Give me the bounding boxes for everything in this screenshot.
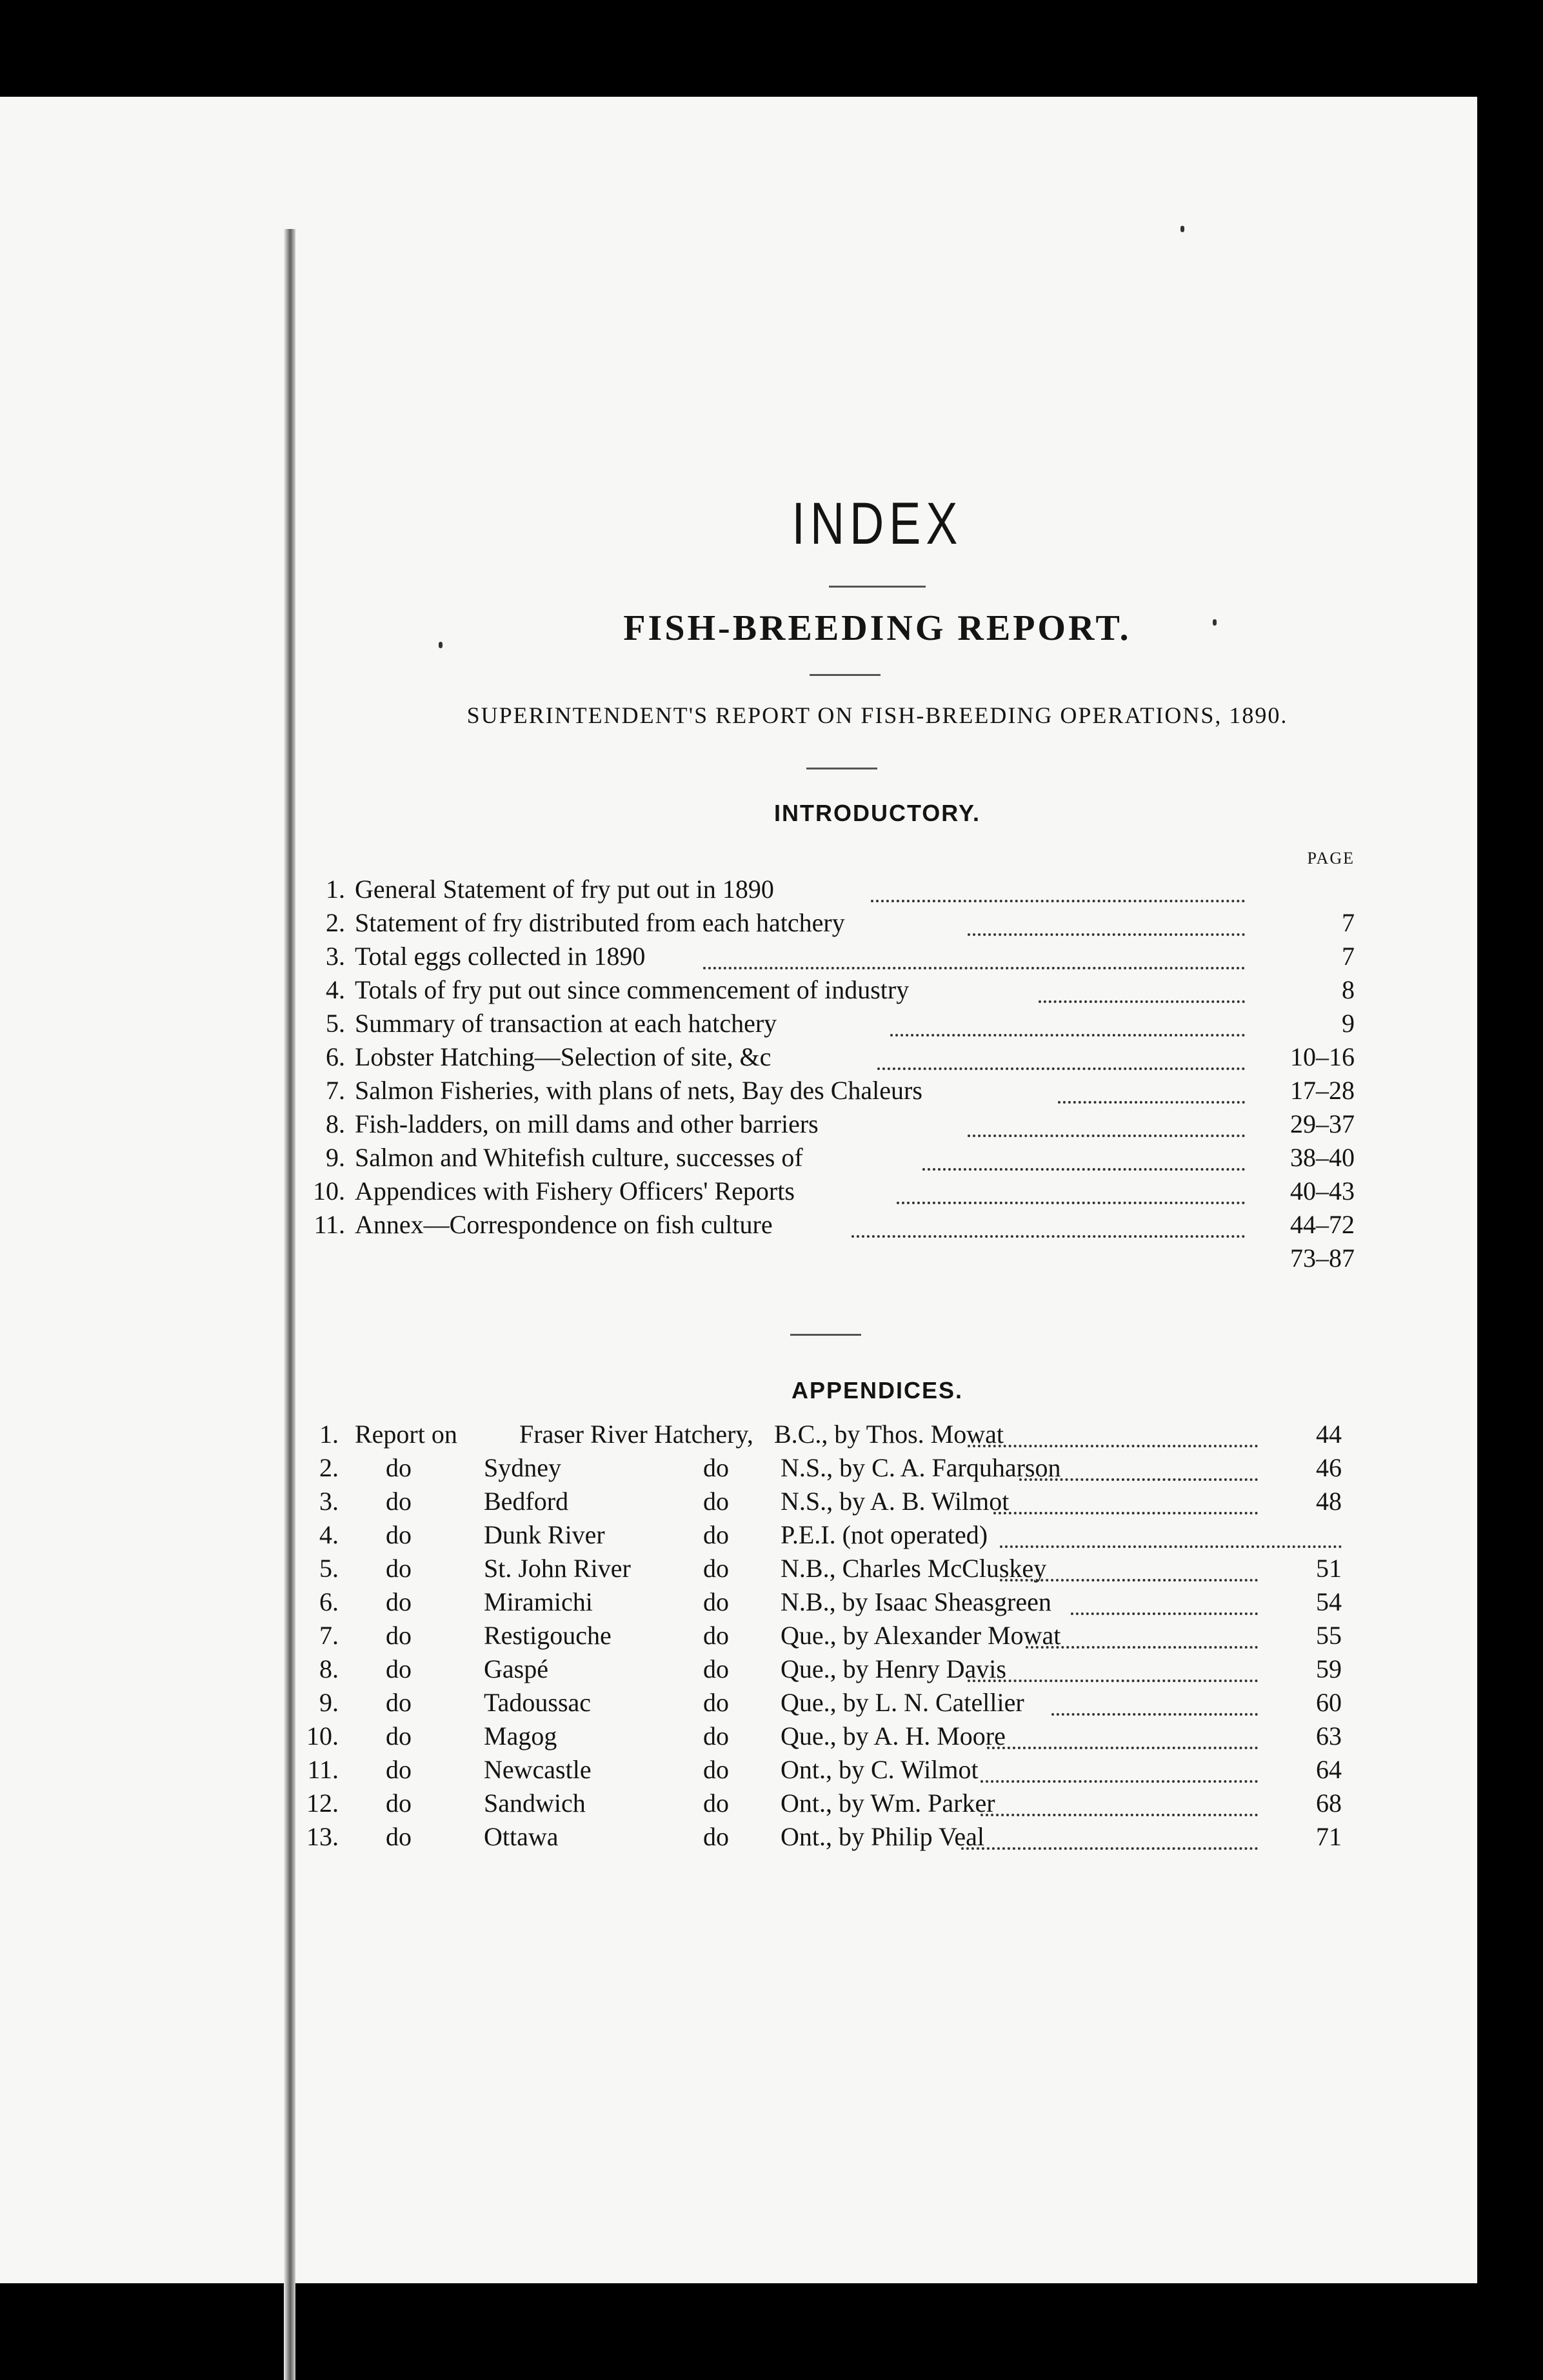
dot-leader xyxy=(890,1008,1245,1036)
entry-page: 17–28 xyxy=(1290,1076,1355,1105)
appendix-entry xyxy=(303,1620,1451,1654)
hatchery-name: Newcastle xyxy=(484,1755,592,1784)
divider xyxy=(790,1334,861,1336)
entry-page: 29–37 xyxy=(1290,1109,1355,1138)
province-officer: N.S., by C. A. Farquharson xyxy=(781,1453,1061,1482)
hatchery-ditto: do xyxy=(703,1654,729,1683)
entry-number: 9. xyxy=(326,1143,345,1172)
hatchery-ditto: do xyxy=(703,1621,729,1650)
entry-page: 7 xyxy=(1342,942,1355,971)
appendix-number: 9. xyxy=(319,1688,339,1717)
dot-leader xyxy=(1026,1620,1258,1649)
appendix-number: 6. xyxy=(319,1587,339,1616)
entry-number: 11. xyxy=(314,1210,345,1239)
entry-title: Summary of transaction at each hatchery xyxy=(355,1009,777,1038)
appendix-number: 3. xyxy=(319,1487,339,1516)
appendix-entry xyxy=(303,1587,1451,1620)
appendix-entry xyxy=(303,1687,1451,1721)
print-speck xyxy=(439,642,443,648)
hatchery-ditto: do xyxy=(703,1520,729,1549)
dot-leader xyxy=(871,874,1245,902)
dot-leader xyxy=(968,1419,1258,1447)
index-entry xyxy=(303,941,1451,975)
page-title: INDEX xyxy=(791,491,963,557)
index-entry xyxy=(303,1142,1451,1176)
hatchery-ditto: do xyxy=(703,1453,729,1482)
section-heading-introductory: INTRODUCTORY. xyxy=(773,800,981,826)
appendix-page: 44 xyxy=(1316,1420,1342,1449)
dot-leader xyxy=(922,1142,1245,1171)
appendix-entry xyxy=(303,1486,1451,1520)
report-label: do xyxy=(386,1587,412,1616)
entry-title: Fish-ladders, on mill dams and other barriers xyxy=(355,1109,819,1138)
entry-title: Salmon and Whitefish culture, successes of xyxy=(355,1143,803,1172)
entry-page: 7 xyxy=(1342,908,1355,937)
entry-number: 2. xyxy=(326,908,345,937)
dot-leader xyxy=(1000,1553,1258,1582)
hatchery-name: St. John River xyxy=(484,1554,631,1583)
appendix-entry xyxy=(303,1754,1451,1788)
province-officer: N.S., by A. B. Wilmot xyxy=(781,1487,1010,1516)
hatchery-ditto: do xyxy=(703,1721,729,1750)
page-column-label: PAGE xyxy=(1307,849,1355,868)
hatchery-name: Dunk River xyxy=(484,1520,605,1549)
index-entry xyxy=(303,1176,1451,1209)
province-officer: Ont., by Wm. Parker xyxy=(781,1789,995,1818)
appendix-page: 59 xyxy=(1316,1654,1342,1683)
appendix-entry xyxy=(303,1453,1451,1486)
dot-leader xyxy=(1071,1587,1258,1615)
hatchery-ditto: do xyxy=(703,1688,729,1717)
appendices-list xyxy=(303,1419,1451,1855)
index-entry xyxy=(303,1075,1451,1109)
index-entry xyxy=(303,1109,1451,1142)
report-label: do xyxy=(386,1520,412,1549)
appendix-entry xyxy=(303,1821,1451,1855)
index-entry xyxy=(303,874,1451,907)
hatchery-name: Bedford xyxy=(484,1487,569,1516)
dot-leader xyxy=(968,907,1245,936)
appendix-page: 71 xyxy=(1316,1822,1342,1851)
report-title: FISH-BREEDING REPORT. xyxy=(623,608,1131,648)
province-officer: P.E.I. (not operated) xyxy=(781,1520,988,1549)
entry-page: 9 xyxy=(1342,1009,1355,1038)
appendix-page: 60 xyxy=(1316,1688,1342,1717)
province-officer: Que., by L. N. Catellier xyxy=(781,1688,1024,1717)
report-label: do xyxy=(386,1822,412,1851)
entry-page: 40–43 xyxy=(1290,1176,1355,1205)
hatchery-ditto: do xyxy=(703,1587,729,1616)
hatchery-name: Sydney xyxy=(484,1453,561,1482)
report-label: do xyxy=(386,1654,412,1683)
dot-leader xyxy=(1039,975,1245,1003)
divider xyxy=(829,586,926,588)
appendix-number: 10. xyxy=(306,1721,339,1750)
index-entry xyxy=(303,1243,1451,1276)
divider xyxy=(806,768,877,769)
dot-leader xyxy=(968,1654,1258,1682)
entry-title: Lobster Hatching—Selection of site, &c xyxy=(355,1042,772,1071)
appendix-entry xyxy=(303,1419,1451,1453)
appendix-entry xyxy=(303,1721,1451,1754)
dot-leader xyxy=(851,1209,1245,1238)
dot-leader xyxy=(877,1042,1245,1070)
index-entry xyxy=(303,907,1451,941)
report-label: do xyxy=(386,1721,412,1750)
entry-page: 73–87 xyxy=(1290,1244,1355,1273)
report-label: Report on xyxy=(355,1420,457,1449)
province-officer: Ont., by C. Wilmot xyxy=(781,1755,979,1784)
entry-page: 44–72 xyxy=(1290,1210,1355,1239)
hatchery-name: Magog xyxy=(484,1721,557,1750)
report-label: do xyxy=(386,1453,412,1482)
hatchery-ditto: do xyxy=(703,1554,729,1583)
index-entry xyxy=(303,975,1451,1008)
entry-number: 4. xyxy=(326,975,345,1004)
province-officer: Que., by A. H. Moore xyxy=(781,1721,1006,1750)
print-speck xyxy=(1213,619,1217,626)
divider xyxy=(810,674,881,676)
entry-title: Total eggs collected in 1890 xyxy=(355,942,646,971)
entry-page: 8 xyxy=(1342,975,1355,1004)
appendix-page: 48 xyxy=(1316,1487,1342,1516)
appendix-page: 54 xyxy=(1316,1587,1342,1616)
hatchery-ditto: do xyxy=(703,1755,729,1784)
hatchery-name: Fraser River Hatchery, xyxy=(519,1420,753,1449)
province-officer: Ont., by Philip Veal xyxy=(781,1822,984,1851)
appendix-page: 46 xyxy=(1316,1453,1342,1482)
province-officer: B.C., by Thos. Mowat xyxy=(774,1420,1004,1449)
report-label: do xyxy=(386,1688,412,1717)
appendix-number: 11. xyxy=(307,1755,339,1784)
introductory-list xyxy=(303,874,1451,1276)
province-officer: Que., by Alexander Mowat xyxy=(781,1621,1061,1650)
report-label: do xyxy=(386,1554,412,1583)
section-heading-appendices: APPENDICES. xyxy=(791,1377,964,1403)
dot-leader xyxy=(1019,1453,1258,1481)
appendix-number: 4. xyxy=(319,1520,339,1549)
dot-leader xyxy=(961,1821,1258,1850)
appendix-number: 1. xyxy=(319,1420,339,1449)
entry-title: Annex—Correspondence on fish culture xyxy=(355,1210,773,1239)
appendix-number: 13. xyxy=(306,1822,339,1851)
hatchery-ditto: do xyxy=(703,1789,729,1818)
dot-leader xyxy=(993,1486,1258,1514)
dot-leader xyxy=(981,1754,1258,1783)
report-label: do xyxy=(386,1789,412,1818)
hatchery-name: Tadoussac xyxy=(484,1688,592,1717)
hatchery-ditto: do xyxy=(703,1487,729,1516)
index-entry xyxy=(303,1209,1451,1243)
dot-leader xyxy=(1058,1075,1245,1104)
dot-leader xyxy=(897,1176,1245,1204)
appendix-entry xyxy=(303,1654,1451,1687)
report-label: do xyxy=(386,1621,412,1650)
entry-number: 6. xyxy=(326,1042,345,1071)
appendix-number: 8. xyxy=(319,1654,339,1683)
appendix-number: 5. xyxy=(319,1554,339,1583)
hatchery-ditto: do xyxy=(703,1822,729,1851)
appendix-number: 2. xyxy=(319,1453,339,1482)
appendix-number: 7. xyxy=(319,1621,339,1650)
province-officer: N.B., by Isaac Sheasgreen xyxy=(781,1587,1051,1616)
entry-page: 38–40 xyxy=(1290,1143,1355,1172)
entry-title: Appendices with Fishery Officers' Reports xyxy=(355,1176,795,1205)
entry-title: Totals of fry put out since commencement of industry xyxy=(355,975,910,1004)
hatchery-name: Gaspé xyxy=(484,1654,548,1683)
entry-number: 10. xyxy=(313,1176,345,1205)
index-entry xyxy=(303,1042,1451,1075)
appendix-number: 12. xyxy=(306,1789,339,1818)
province-officer: Que., by Henry Davis xyxy=(781,1654,1006,1683)
hatchery-name: Miramichi xyxy=(484,1587,593,1616)
index-entry xyxy=(303,1008,1451,1042)
appendix-entry xyxy=(303,1553,1451,1587)
entry-number: 5. xyxy=(326,1009,345,1038)
report-label: do xyxy=(386,1487,412,1516)
entry-title: Statement of fry distributed from each hatchery xyxy=(355,908,845,937)
page-content xyxy=(303,97,1451,2283)
binding-spine xyxy=(284,229,295,2380)
hatchery-name: Restigouche xyxy=(484,1621,612,1650)
dot-leader xyxy=(703,941,1245,969)
appendix-entry xyxy=(303,1788,1451,1821)
entry-title: Salmon Fisheries, with plans of nets, Bay des Chaleurs xyxy=(355,1076,922,1105)
dot-leader xyxy=(968,1109,1245,1137)
hatchery-name: Ottawa xyxy=(484,1822,559,1851)
dot-leader xyxy=(987,1721,1258,1749)
entry-page: 10–16 xyxy=(1290,1042,1355,1071)
appendix-entry xyxy=(303,1520,1451,1553)
entry-title: General Statement of fry put out in 1890 xyxy=(355,875,774,904)
hatchery-name: Sandwich xyxy=(484,1789,586,1818)
entry-number: 3. xyxy=(326,942,345,971)
dot-leader xyxy=(981,1788,1258,1816)
entry-number: 7. xyxy=(326,1076,345,1105)
appendix-page: 68 xyxy=(1316,1789,1342,1818)
dot-leader xyxy=(1051,1687,1258,1716)
entry-number: 1. xyxy=(326,875,345,904)
entry-number: 8. xyxy=(326,1109,345,1138)
province-officer: N.B., Charles McCluskey xyxy=(781,1554,1047,1583)
appendix-page: 63 xyxy=(1316,1721,1342,1750)
report-label: do xyxy=(386,1755,412,1784)
document-page xyxy=(0,97,1477,2283)
report-subtitle: SUPERINTENDENT'S REPORT ON FISH-BREEDING OPERATIONS, 1890. xyxy=(466,702,1288,728)
appendix-page: 51 xyxy=(1316,1554,1342,1583)
appendix-page: 64 xyxy=(1316,1755,1342,1784)
appendix-page: 55 xyxy=(1316,1621,1342,1650)
dot-leader xyxy=(1000,1520,1342,1548)
print-speck xyxy=(1180,226,1184,232)
